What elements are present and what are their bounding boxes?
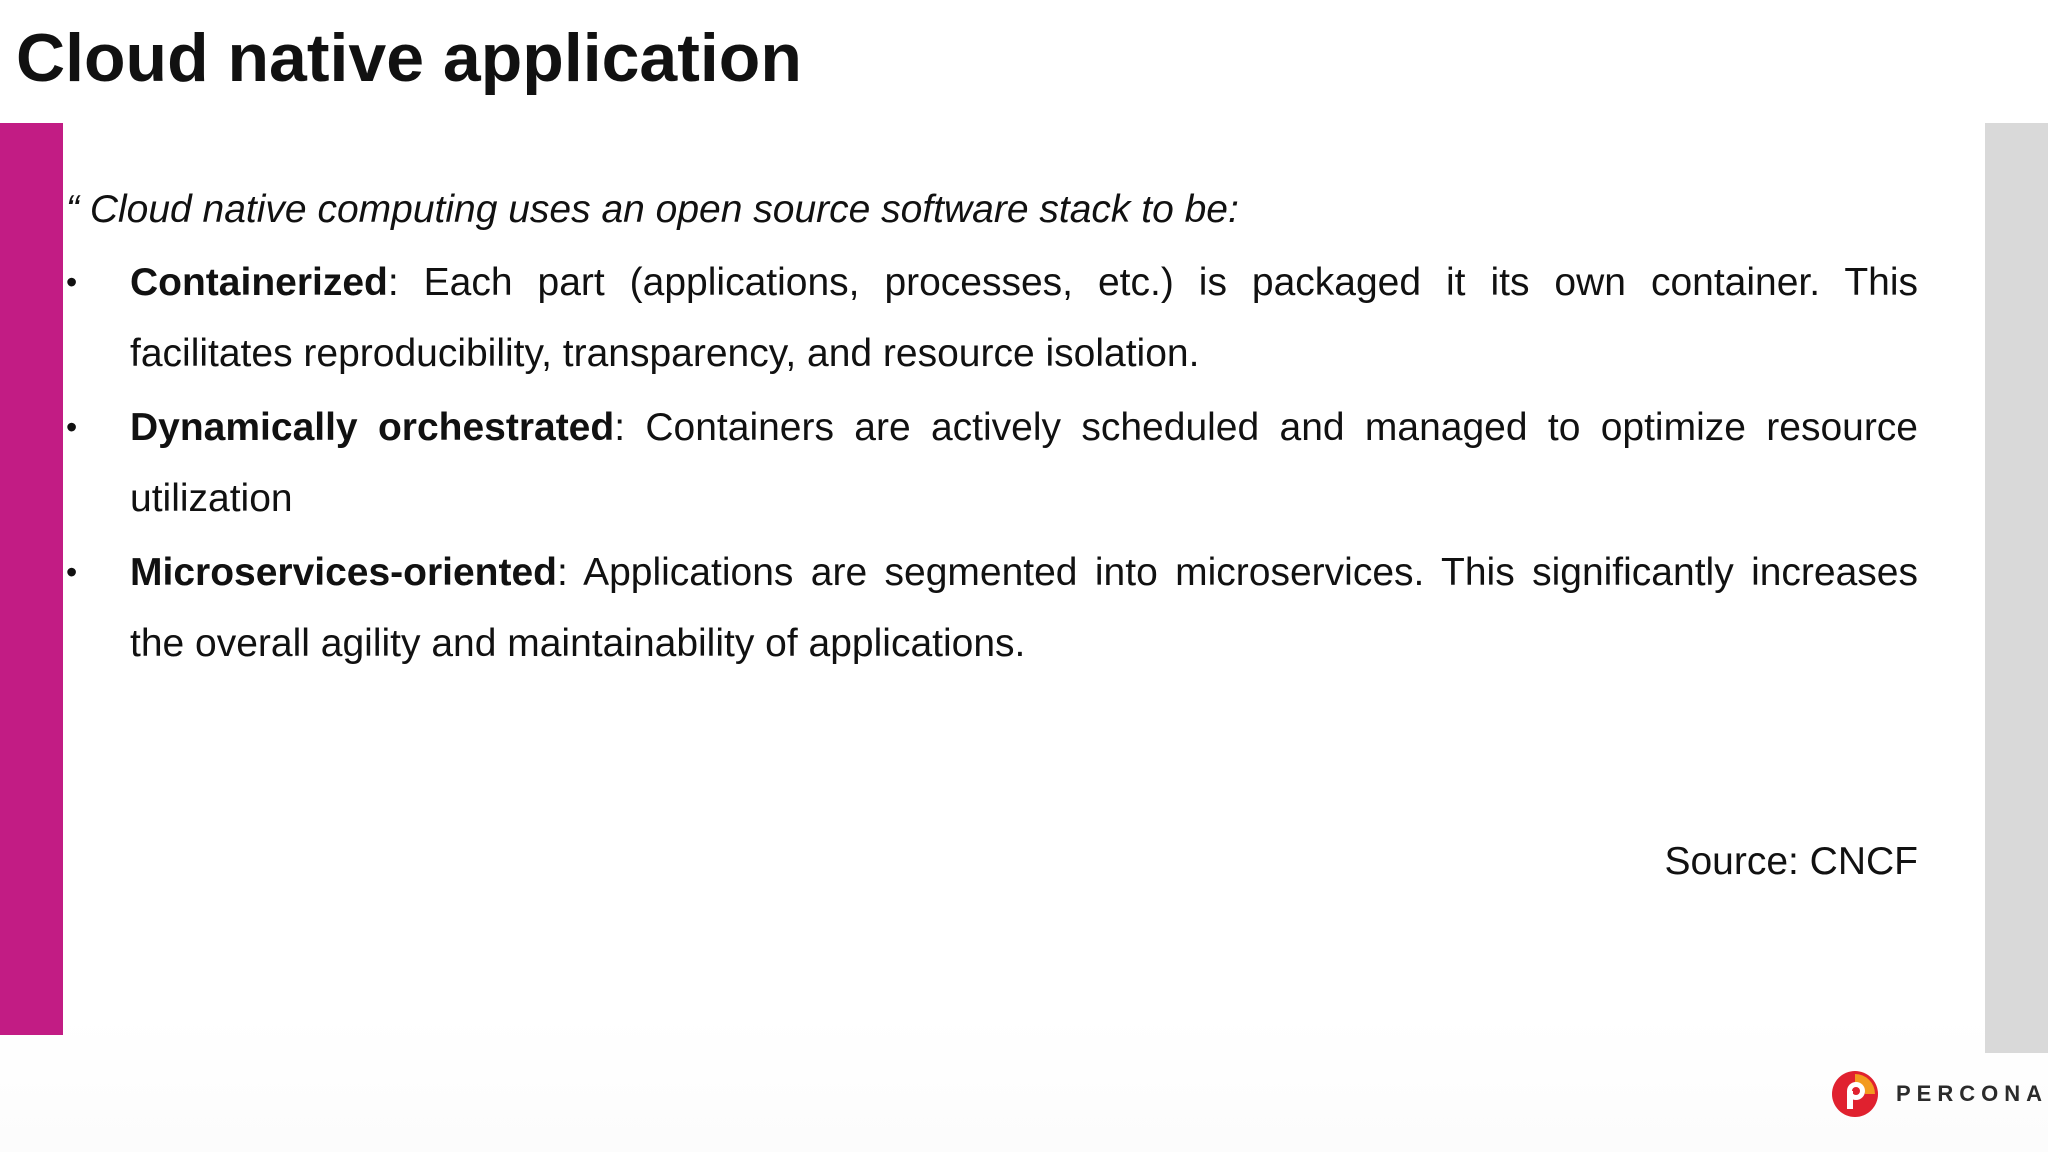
bullet-item-dynamically-orchestrated xyxy=(66,392,1918,534)
bullet-text: : Applications are segmented into microservices. This significantly increases the overall agility and maintainability of applications. xyxy=(130,551,1918,665)
bullet-text: : Each part (applications, processes, etc.) is packaged it its own container. This facilitates reproducibility, transparency, and resource isolation. xyxy=(130,261,1918,375)
bullet-item-microservices-oriented xyxy=(66,537,1918,679)
bullet-icon: • xyxy=(66,554,78,590)
bullet-text: : Containers are actively scheduled and managed to optimize resource utilization xyxy=(130,406,1918,520)
percona-logo-text: PERCONA xyxy=(1896,1081,2048,1106)
bullet-term: Containerized xyxy=(130,261,388,304)
percona-logo-icon xyxy=(1830,1069,1880,1119)
intro-quote: “ Cloud native computing uses an open source software stack to be: xyxy=(66,188,1239,231)
slide-title: Cloud native application xyxy=(16,20,802,96)
side-panel xyxy=(1985,123,2048,1053)
accent-bar xyxy=(0,123,63,1035)
slide-content xyxy=(66,185,1918,682)
bullet-icon: • xyxy=(66,409,78,445)
bullet-list xyxy=(66,247,1918,679)
percona-logo xyxy=(1830,1069,2048,1119)
bullet-term: Dynamically orchestrated xyxy=(130,406,615,449)
bullet-item-containerized xyxy=(66,247,1918,389)
bullet-icon: • xyxy=(66,264,78,300)
bullet-term: Microservices-oriented xyxy=(130,551,558,594)
source-citation: Source: CNCF xyxy=(1664,840,1918,883)
